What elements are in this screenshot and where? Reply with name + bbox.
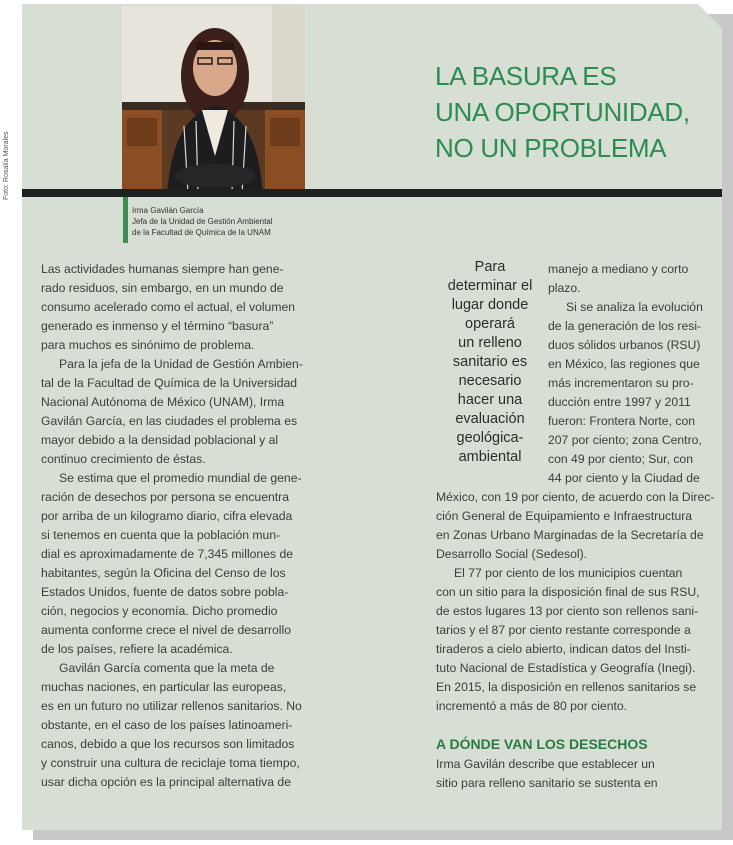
text-line: dial es aproximadamente de 7,345 millones de (41, 547, 294, 561)
right-column-end (436, 755, 706, 793)
text-line: de estos lugares 13 por ciento son rellenos sani- (436, 604, 699, 618)
text-line: aumenta conforme crece el nivel de desarrollo (41, 623, 291, 637)
headline-line: NO UN PROBLEMA (435, 133, 667, 163)
text-line: ción, negocios y economía. Dicho promedio (41, 604, 278, 618)
text-line: México, con 19 por ciento, de acuerdo con la Direc- (436, 490, 715, 504)
headline-line: LA BASURA ES (435, 61, 617, 91)
text-line: tuto Nacional de Estadística y Geografía (Inegi). (436, 661, 696, 675)
pull-quote-line: evaluación (455, 411, 525, 427)
text-line: Gavilán García comenta que la meta de (59, 661, 275, 675)
photo-caption (132, 205, 273, 238)
text-line: manejo a mediano y corto (548, 262, 689, 276)
pull-quote-line: Para (474, 259, 506, 275)
portrait-photo (122, 6, 305, 196)
text-line: Para la jefa de la Unidad de Gestión Ambien- (59, 357, 303, 371)
headline-line: UNA OPORTUNIDAD, (435, 97, 690, 127)
text-line: mayor debido a la densidad poblacional y al (41, 433, 279, 447)
text-line: ración de desechos por persona se encuentra (41, 490, 289, 504)
right-column-top (548, 260, 708, 488)
caption-line: de la Facultad de Química de la UNAM (132, 228, 271, 237)
text-line: ción General de Equipamiento e Infraestructura (436, 509, 693, 523)
pull-quote-line: determinar el (447, 278, 533, 294)
text-line: Irma Gavilán describe que establecer un (436, 757, 655, 771)
text-line: en México, las regiones que (548, 357, 700, 371)
header-rule (22, 189, 722, 197)
text-line: Nacional Autónoma de México (UNAM), Irma (41, 395, 285, 409)
text-line: Estados Unidos, fuente de datos sobre pobla- (41, 585, 289, 599)
pull-quote-line: ambiental (458, 449, 522, 465)
pull-quote-line: hacer una (457, 392, 523, 408)
headline (435, 58, 715, 166)
pull-quote-line: geológica- (456, 430, 524, 446)
text-line: generado es inmenso y el término “basura” (41, 319, 274, 333)
text-line: tarios y el 87 por ciento restante corresponde a (436, 623, 691, 637)
text-line: habitantes, según la Oficina del Censo de los (41, 566, 286, 580)
text-line: obstante, en el caso de los países latinoameri- (41, 718, 293, 732)
pull-quote-line: sanitario es (452, 354, 528, 370)
text-line: fueron: Frontera Norte, con (548, 414, 695, 428)
text-line: con 49 por ciento; Sur, con (548, 452, 693, 466)
text-line: consumo acelerado como el actual, el volumen (41, 300, 296, 314)
pull-quote-line: operará (465, 316, 515, 332)
text-line: plazo. (548, 281, 581, 295)
text-line: en Zonas Urbano Marginadas de la Secretaría de (436, 528, 704, 542)
pull-quote-line: un relleno (458, 335, 522, 351)
text-line: tal de la Facultad de Química de la Universidad (41, 376, 298, 390)
text-line: si tenemos en cuenta que la población mun- (41, 528, 281, 542)
text-line: sitio para relleno sanitario se sustenta en (436, 776, 658, 790)
text-line: Las actividades humanas siempre han gene- (41, 262, 284, 276)
text-line: con un sitio para la disposición final de sus RSU, (436, 585, 700, 599)
text-line: En 2015, la disposición en rellenos sanitarios se (436, 680, 697, 694)
text-line: Se estima que el promedio mundial de gene- (59, 471, 302, 485)
photo-credit: Foto: Rosalía Morales (3, 131, 10, 200)
text-line: por arriba de un kilogramo diario, cifra elevada (41, 509, 293, 523)
text-line: Gavilán García, en las ciudades el problema es (41, 414, 298, 428)
caption-line: Irma Gavilán García (132, 206, 204, 215)
text-line: Si se analiza la evolución (566, 300, 703, 314)
pull-quote-line: necesario (458, 373, 522, 389)
text-line: canos, debido a que los recursos son limitados (41, 737, 295, 751)
text-line: duos sólidos urbanos (RSU) (548, 338, 701, 352)
text-line: de la generación de los resi- (548, 319, 702, 333)
text-line: más incrementaron su pro- (548, 376, 694, 390)
text-line: incrementó a más de 80 por ciento. (436, 699, 628, 713)
section-subheading: A DÓNDE VAN LOS DESECHOS (436, 736, 648, 752)
text-line: para muchos es sinónimo de problema. (41, 338, 255, 352)
text-line: rado residuos, sin embargo, en un mundo de (41, 281, 284, 295)
text-line: 207 por ciento; zona Centro, (548, 433, 702, 447)
text-line: usar dicha opción es la principal alternativa de (41, 775, 291, 789)
pull-quote (440, 258, 540, 467)
text-line: y construir una cultura de reciclaje toma tiempo, (41, 756, 300, 770)
pull-quote-line: lugar donde (451, 297, 529, 313)
text-line: de los países, refiere la académica. (41, 642, 233, 656)
text-line: muchas naciones, en particular las europeas, (41, 680, 287, 694)
text-line: tiraderos a cielo abierto, indican datos del Insti- (436, 642, 691, 656)
right-column (436, 488, 715, 716)
caption-accent-bar (123, 197, 128, 243)
text-line: Desarrollo Social (Sedesol). (436, 547, 588, 561)
left-column (41, 260, 311, 792)
text-line: ducción entre 1997 y 2011 (548, 395, 691, 409)
text-line: continuo crecimiento de éstas. (41, 452, 206, 466)
caption-line: Jefa de la Unidad de Gestión Ambiental (132, 217, 273, 226)
text-line: El 77 por ciento de los municipios cuentan (454, 566, 683, 580)
text-line: 44 por ciento y la Ciudad de (548, 471, 700, 485)
text-line: es en un futuro no utilizar rellenos sanitarios. No (41, 699, 302, 713)
